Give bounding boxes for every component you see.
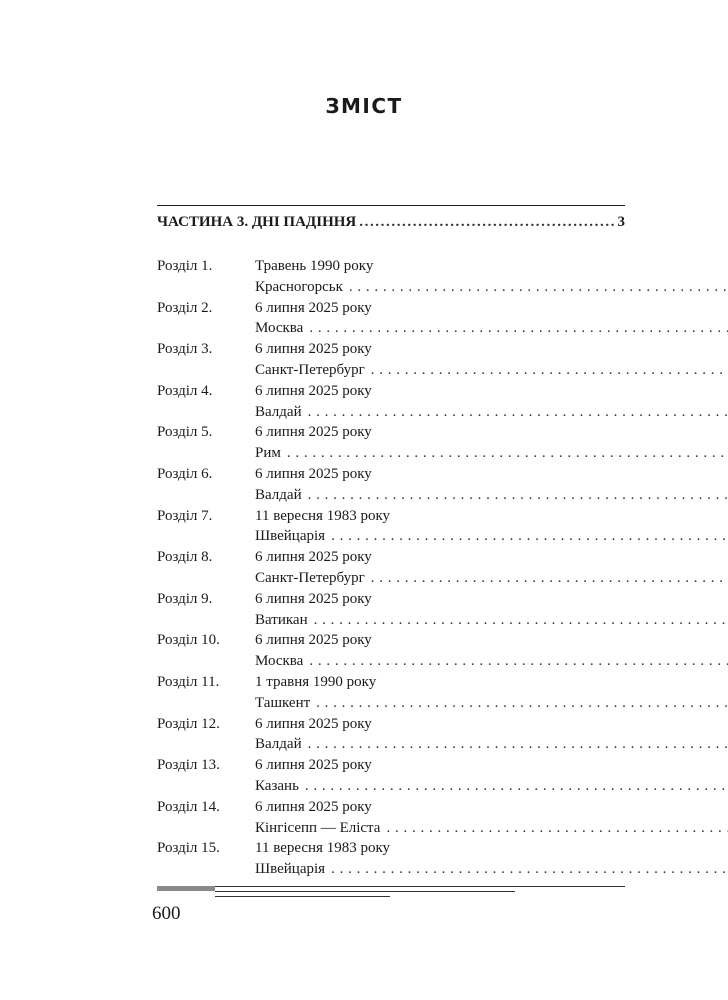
chapter-label: Розділ 15. xyxy=(157,840,220,857)
footer-rule xyxy=(215,891,515,892)
chapter-date: 6 липня 2025 року xyxy=(255,465,372,482)
dot-leader xyxy=(305,776,728,797)
dot-leader xyxy=(386,818,728,839)
chapter-date: 6 липня 2025 року xyxy=(255,424,372,441)
footer-bar xyxy=(157,886,215,891)
toc-top-rule xyxy=(157,205,625,206)
chapter-label: Розділ 4. xyxy=(157,382,213,399)
page-number: 600 xyxy=(152,903,181,924)
dot-leader xyxy=(349,277,728,298)
chapter-label: Розділ 3. xyxy=(157,341,213,358)
chapter-label: Розділ 11. xyxy=(157,673,220,690)
chapter-label: Розділ 5. xyxy=(157,424,213,441)
chapter-label: Розділ 10. xyxy=(157,632,220,649)
chapter-date: 6 липня 2025 року xyxy=(255,715,372,732)
page-title: ЗМІСТ xyxy=(325,94,403,118)
toc-entry xyxy=(157,672,625,714)
chapter-place: Валдай xyxy=(255,736,302,753)
chapter-place: Рим xyxy=(255,445,281,462)
dot-leader xyxy=(287,443,728,464)
chapter-place: Казань xyxy=(255,777,299,794)
chapter-date: 6 липня 2025 року xyxy=(255,549,372,566)
toc-entry xyxy=(157,630,625,672)
chapter-date: Травень 1990 року xyxy=(255,258,374,274)
part-page-number: 3 xyxy=(617,214,625,230)
chapter-label: Розділ 9. xyxy=(157,590,213,607)
chapter-label: Розділ 12. xyxy=(157,715,220,732)
chapter-place: Швейцарія xyxy=(255,528,326,545)
dot-leader xyxy=(308,402,728,423)
chapter-place: Ватикан xyxy=(255,611,308,628)
dot-leader xyxy=(331,526,728,547)
toc-entry xyxy=(157,547,625,589)
chapter-label: Розділ 7. xyxy=(157,507,213,524)
chapter-label: Розділ 14. xyxy=(157,798,220,815)
chapter-place: Швейцарія xyxy=(255,861,326,878)
dot-leader xyxy=(359,214,614,231)
chapter-date: 6 липня 2025 року xyxy=(255,382,372,399)
chapter-date: 11 вересня 1983 року xyxy=(255,507,391,524)
part-heading xyxy=(157,214,625,231)
toc-entry xyxy=(157,506,625,548)
chapter-place: Валдай xyxy=(255,486,302,503)
chapter-label: Розділ 13. xyxy=(157,757,220,774)
part-title: ЧАСТИНА 3. ДНІ ПАДІННЯ xyxy=(157,214,357,230)
chapter-place: Москва xyxy=(255,320,304,337)
chapter-date: 6 липня 2025 року xyxy=(255,299,372,316)
toc-entry-list xyxy=(157,256,625,880)
toc-entry xyxy=(157,714,625,756)
chapter-date: 6 липня 2025 року xyxy=(255,798,372,815)
toc-entry xyxy=(157,381,625,423)
toc-entry xyxy=(157,589,625,631)
chapter-date: 1 травня 1990 року xyxy=(255,673,377,690)
dot-leader xyxy=(308,734,728,755)
toc-entry xyxy=(157,256,625,298)
chapter-place: Ташкент xyxy=(255,694,311,711)
chapter-place: Санкт-Петербург xyxy=(255,569,365,586)
chapter-date: 11 вересня 1983 року xyxy=(255,840,391,857)
dot-leader xyxy=(316,693,728,714)
chapter-label: Розділ 1. xyxy=(157,258,213,274)
toc-entry xyxy=(157,339,625,381)
dot-leader xyxy=(371,360,728,381)
chapter-date: 6 липня 2025 року xyxy=(255,757,372,774)
chapter-place: Кінгісепп — Еліста xyxy=(255,819,381,836)
footer-rule xyxy=(215,896,390,897)
dot-leader xyxy=(309,651,728,672)
chapter-label: Розділ 2. xyxy=(157,299,213,316)
chapter-place: Санкт-Петербург xyxy=(255,361,365,378)
chapter-place: Валдай xyxy=(255,403,302,420)
toc-entry xyxy=(157,464,625,506)
toc-entry xyxy=(157,755,625,797)
dot-leader xyxy=(308,485,728,506)
chapter-date: 6 липня 2025 року xyxy=(255,590,372,607)
toc-entry xyxy=(157,797,625,839)
chapter-label: Розділ 8. xyxy=(157,549,213,566)
dot-leader xyxy=(309,318,728,339)
chapter-place: Красногорськ xyxy=(255,278,343,295)
dot-leader xyxy=(371,568,728,589)
toc-entry xyxy=(157,838,625,880)
toc-entry xyxy=(157,422,625,464)
chapter-label: Розділ 6. xyxy=(157,465,213,482)
dot-leader xyxy=(314,610,728,631)
toc-entry xyxy=(157,298,625,340)
chapter-date: 6 липня 2025 року xyxy=(255,341,372,358)
dot-leader xyxy=(331,859,728,880)
chapter-date: 6 липня 2025 року xyxy=(255,632,372,649)
footer-rule xyxy=(157,886,625,887)
chapter-place: Москва xyxy=(255,653,304,670)
